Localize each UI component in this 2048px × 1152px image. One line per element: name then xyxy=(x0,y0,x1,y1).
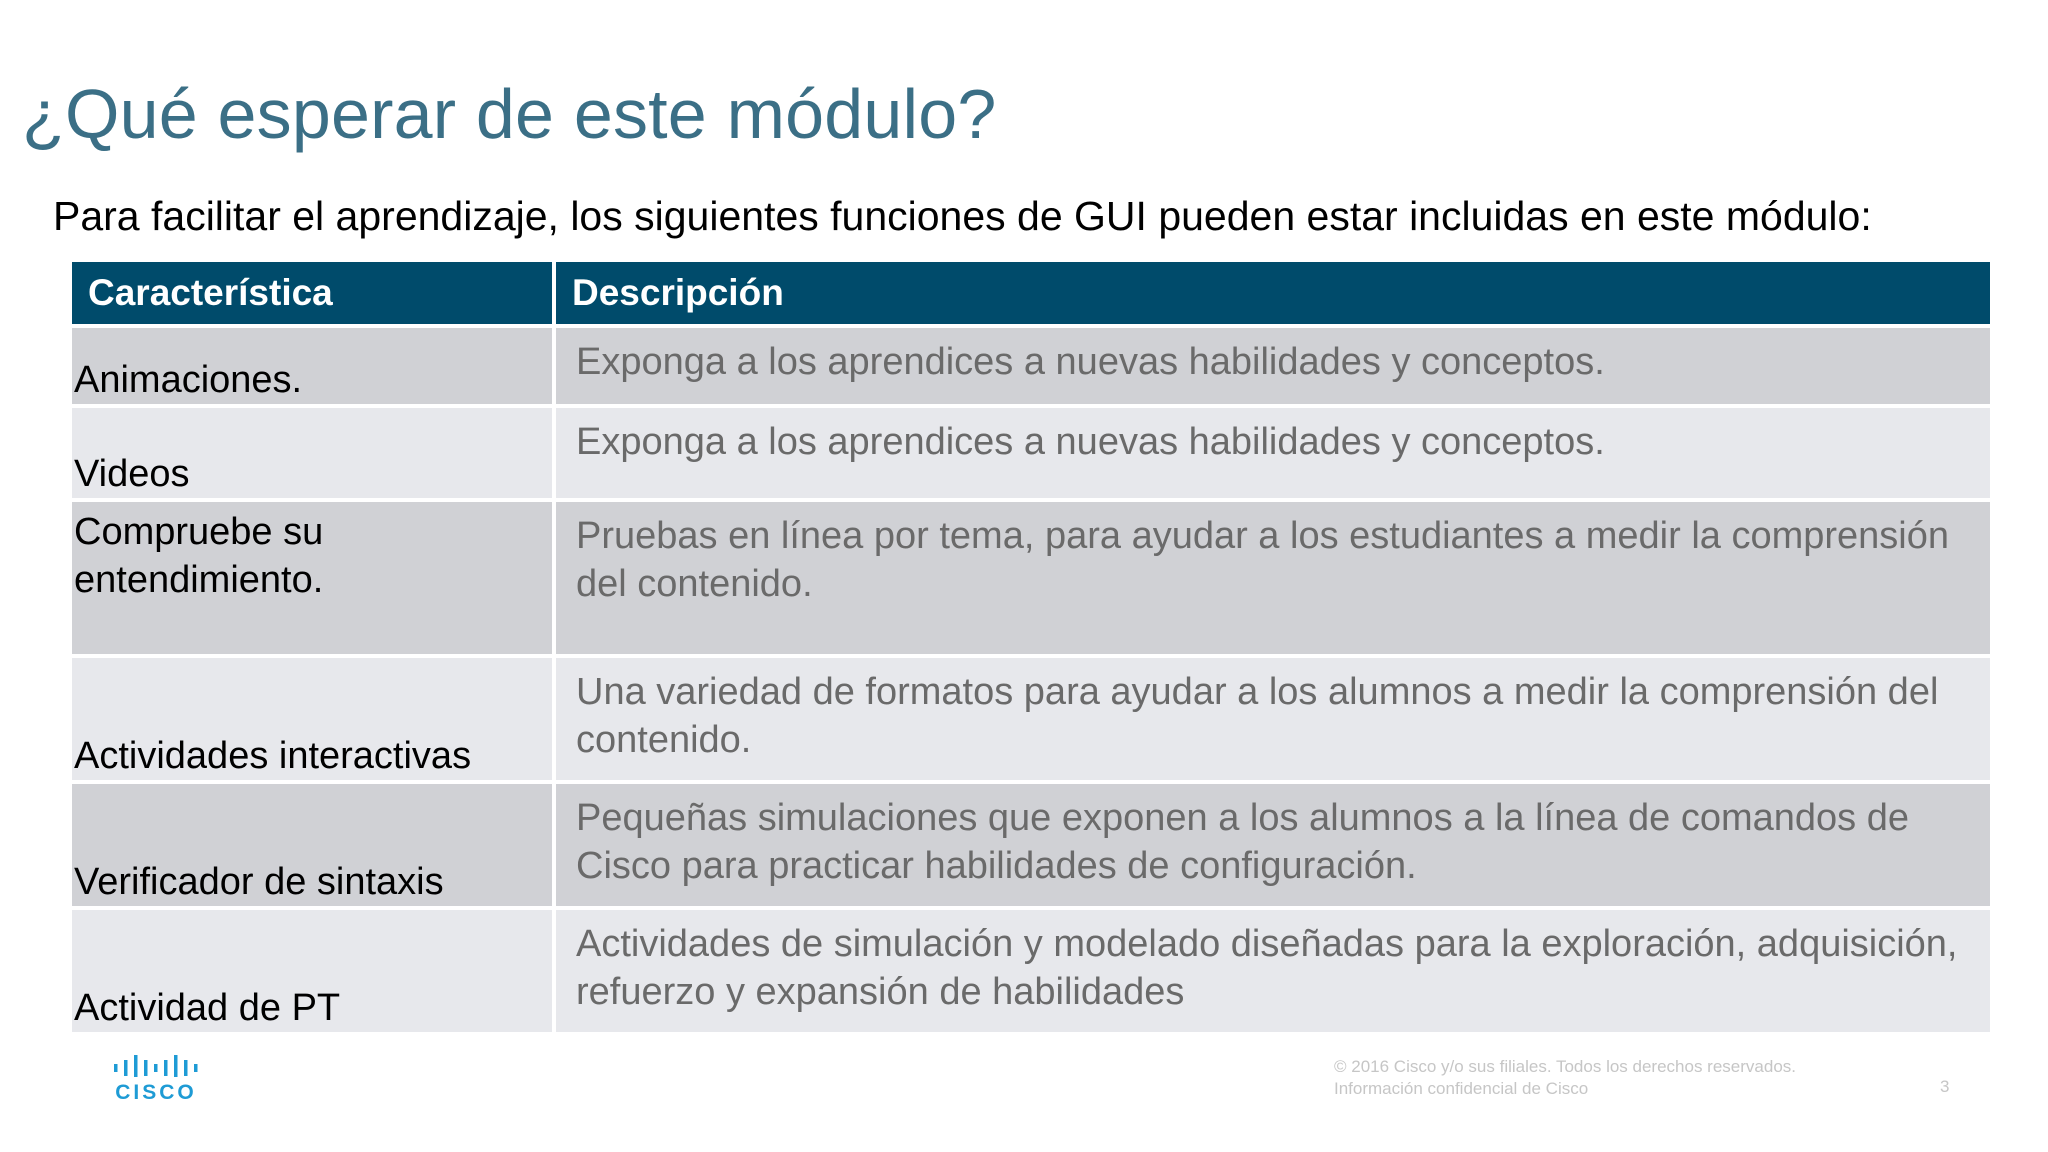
feature-cell: Compruebe su entendimiento. xyxy=(72,502,552,654)
feature-cell: Actividades interactivas xyxy=(72,658,552,780)
feature-cell: Verificador de sintaxis xyxy=(72,784,552,906)
confidential-text: Información confidencial de Cisco xyxy=(1334,1079,1589,1098)
description-cell: Actividades de simulación y modelado diseñadas para la exploración, adquisición, refuerzo y expansión de habilidades xyxy=(556,910,1990,1032)
table-row xyxy=(72,502,1990,654)
header-feature: Característica xyxy=(72,262,552,324)
table-row xyxy=(72,328,1990,404)
intro-text: Para facilitar el aprendizaje, los siguientes funciones de GUI pueden estar incluidas en este módulo: xyxy=(53,193,1872,239)
feature-cell: Animaciones. xyxy=(72,328,552,404)
header-description: Descripción xyxy=(556,262,1990,324)
cisco-bars-icon xyxy=(114,1055,198,1077)
table-header-row xyxy=(72,262,1990,324)
table-row xyxy=(72,658,1990,780)
description-cell: Pequeñas simulaciones que exponen a los alumnos a la línea de comandos de Cisco para practicar habilidades de configuración. xyxy=(556,784,1990,906)
table-row xyxy=(72,784,1990,906)
page-number: 3 xyxy=(1940,1077,1950,1096)
table-row xyxy=(72,408,1990,498)
description-cell: Una variedad de formatos para ayudar a los alumnos a medir la comprensión del contenido. xyxy=(556,658,1990,780)
description-cell: Exponga a los aprendices a nuevas habilidades y conceptos. xyxy=(556,328,1990,404)
footer-notice xyxy=(1334,1056,1796,1100)
cisco-logo-text: CISCO xyxy=(115,1081,197,1104)
slide-title: ¿Qué esperar de este módulo? xyxy=(22,75,997,153)
cisco-logo xyxy=(110,1055,202,1105)
copyright-text: © 2016 Cisco y/o sus filiales. Todos los derechos reservados. xyxy=(1334,1057,1796,1076)
features-table xyxy=(68,258,1994,1036)
description-cell: Pruebas en línea por tema, para ayudar a los estudiantes a medir la comprensión del contenido. xyxy=(556,502,1990,654)
table-row xyxy=(72,910,1990,1032)
feature-cell: Actividad de PT xyxy=(72,910,552,1032)
feature-cell: Videos xyxy=(72,408,552,498)
description-cell: Exponga a los aprendices a nuevas habilidades y conceptos. xyxy=(556,408,1990,498)
